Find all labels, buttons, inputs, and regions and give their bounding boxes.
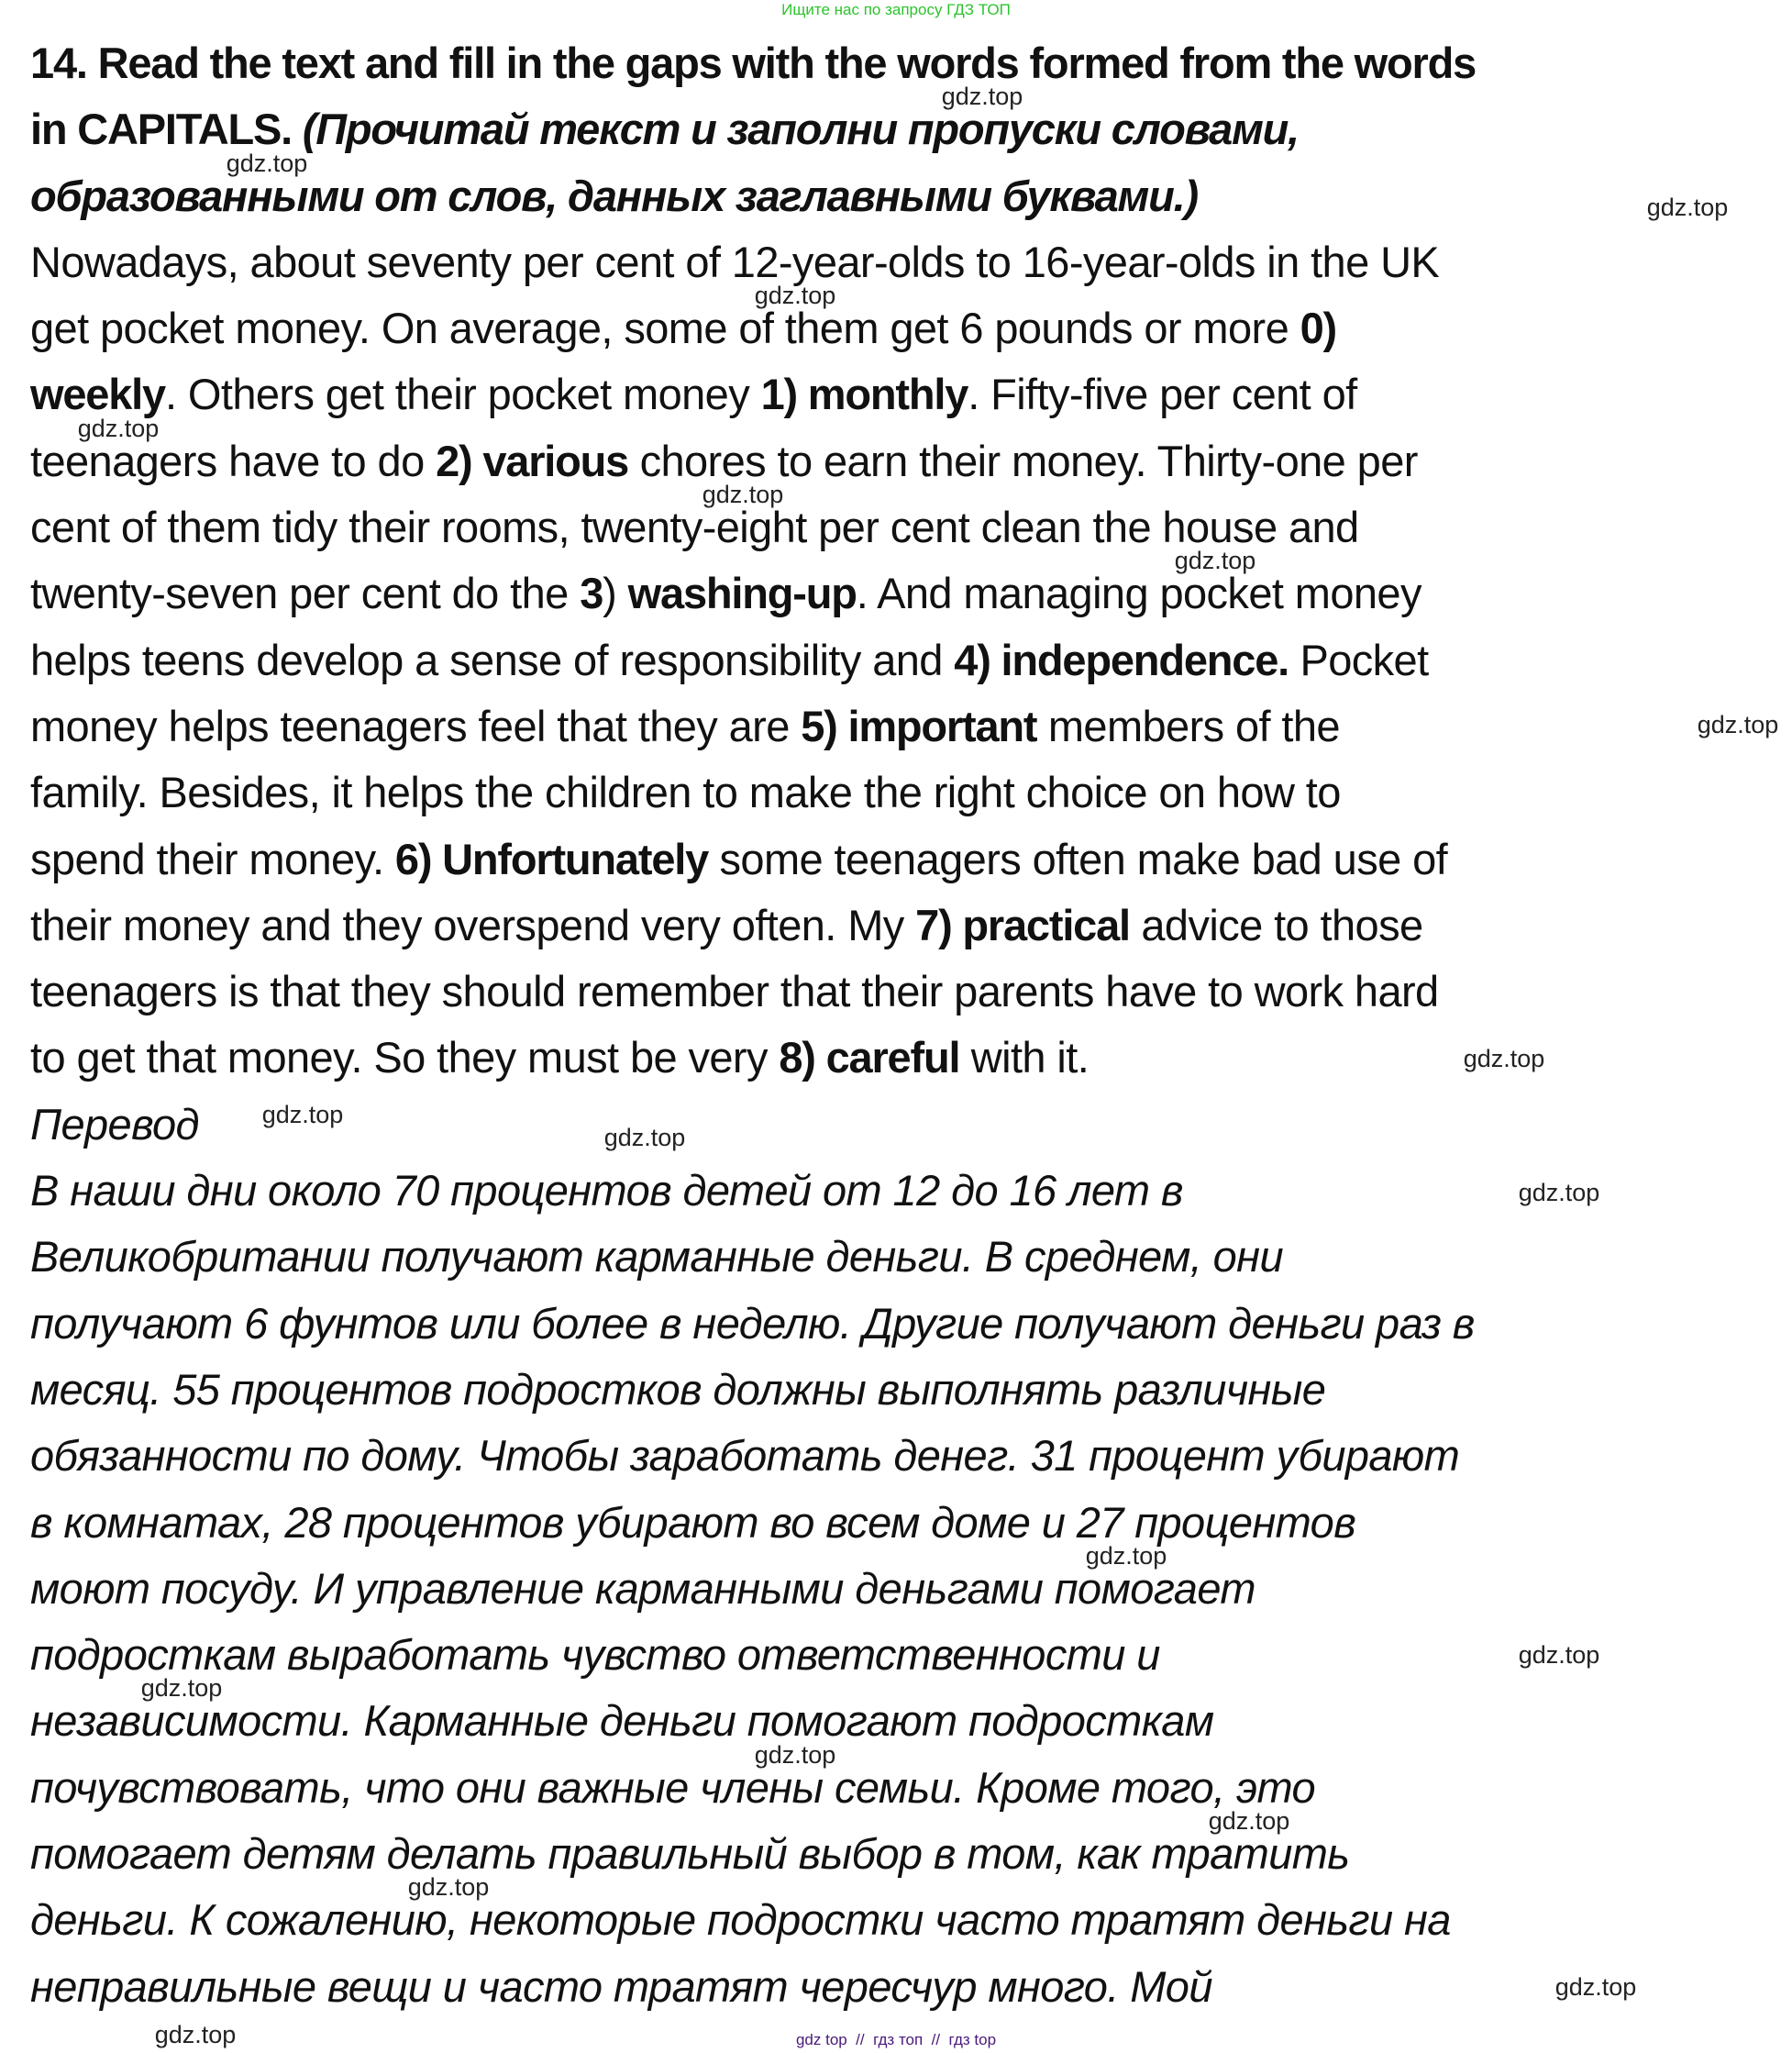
emphasized-text: подросткам выработать чувство ответственности и	[30, 1630, 1160, 1680]
emphasized-text: weekly	[30, 370, 165, 419]
emphasized-text: почувствовать, что они важные члены семьи. Кроме того, это	[30, 1762, 1316, 1812]
emphasized-text: 6) Unfortunately	[394, 834, 709, 883]
watermark: gdz.top	[407, 1873, 490, 1901]
text-segment: . Others get their pocket money	[164, 370, 761, 419]
text-line	[30, 1954, 1476, 2020]
text-segment: family. Besides, it helps the children to make the right choice on how to	[30, 768, 1341, 817]
watermark: gdz.top	[754, 1741, 836, 1769]
emphasized-text: washing-up	[627, 569, 857, 618]
watermark: gdz.top	[77, 415, 160, 442]
bottom-banner: gdz top // гдз топ // гдз top	[795, 2031, 997, 2048]
text-segment: helps teens develop a sense of responsibility and	[30, 635, 955, 684]
emphasized-text: 2) various	[436, 436, 629, 485]
emphasized-text: 5) important	[801, 701, 1037, 750]
emphasized-text: деньги. К сожалению, некоторые подростки часто тратят деньги на	[30, 1895, 1451, 1945]
text-segment: twenty-seven per cent do the	[30, 569, 581, 618]
text-line	[30, 627, 1476, 694]
text-line	[30, 694, 1476, 760]
text-line	[30, 1025, 1476, 1091]
emphasized-text: in CAPITALS.	[30, 105, 303, 154]
text-segment: Nowadays, about seventy per cent of 12-year-olds to 16-year-olds in the UK	[30, 237, 1440, 286]
text-line	[30, 1688, 1476, 1754]
text-line	[30, 1622, 1476, 1688]
emphasized-text: обязанности по дому. Чтобы заработать денег. 31 процент убирают	[30, 1431, 1460, 1481]
text-line	[30, 827, 1476, 893]
emphasized-text: неправильные вещи и часто тратят чересчур много. Мой	[30, 1961, 1212, 2011]
text-segment: get pocket money. On average, some of them get 6 pounds or more	[30, 304, 1300, 353]
watermark: gdz.top	[1174, 547, 1256, 574]
emphasized-text: В наши дни около 70 процентов детей от 12 до 16 лет в	[30, 1166, 1183, 1215]
text-line	[30, 959, 1476, 1025]
watermark: gdz.top	[226, 150, 308, 177]
watermark: gdz.top	[1554, 1973, 1637, 2001]
text-segment: chores to earn their money. Thirty-one per	[628, 436, 1418, 485]
text-segment: advice to those	[1129, 900, 1423, 949]
watermark: gdz.top	[154, 2021, 237, 2048]
text-line	[30, 893, 1476, 959]
text-segment: their money and they overspend very often. My	[30, 900, 916, 949]
text-line	[30, 1490, 1476, 1556]
watermark: gdz.top	[941, 83, 1023, 110]
emphasized-text: образованными от слов, данных заглавными буквами.)	[30, 171, 1198, 220]
text-segment: members of the	[1036, 701, 1340, 750]
text-segment: Pocket	[1289, 635, 1429, 684]
text-segment: )	[603, 569, 628, 618]
text-line	[30, 30, 1476, 96]
emphasized-text: 4) independence.	[954, 635, 1289, 684]
text-line	[30, 295, 1476, 361]
watermark: gdz.top	[1463, 1045, 1545, 1072]
emphasized-text: 7) practical	[915, 900, 1130, 949]
exercise-text	[30, 30, 1476, 2020]
emphasized-text: помогает детям делать правильный выбор в том, как тратить	[30, 1829, 1350, 1879]
text-line	[30, 1092, 1476, 1158]
text-line	[30, 1158, 1476, 1224]
text-line	[30, 1357, 1476, 1423]
emphasized-text: (Прочитай текст и заполни пропуски словами,	[302, 105, 1300, 154]
emphasized-text: 0)	[1300, 304, 1336, 353]
text-line	[30, 760, 1476, 826]
emphasized-text: Перевод	[30, 1099, 199, 1149]
watermark: gdz.top	[1518, 1641, 1600, 1669]
watermark: gdz.top	[1085, 1542, 1167, 1570]
emphasized-text: Великобритании получают карманные деньги. В среднем, они	[30, 1232, 1283, 1282]
top-banner: Ищите нас по запросу ГДЗ ТОП	[781, 1, 1011, 18]
emphasized-text: месяц. 55 процентов подростков должны выполнять различные	[30, 1364, 1326, 1414]
text-line	[30, 229, 1476, 295]
watermark: gdz.top	[261, 1101, 344, 1128]
text-line	[30, 1291, 1476, 1357]
text-segment: spend their money.	[30, 834, 395, 883]
text-segment: teenagers have to do	[30, 436, 437, 485]
emphasized-text: 3	[580, 569, 603, 618]
text-segment: with it.	[959, 1033, 1090, 1082]
watermark: gdz.top	[702, 481, 784, 508]
text-segment: cent of them tidy their rooms, twenty-eight per cent clean the house and	[30, 503, 1359, 552]
watermark: gdz.top	[140, 1674, 223, 1702]
emphasized-text: получают 6 фунтов или более в неделю. Другие получают деньги раз в	[30, 1298, 1475, 1348]
text-line	[30, 361, 1476, 427]
watermark: gdz.top	[603, 1124, 686, 1151]
emphasized-text: независимости. Карманные деньги помогают подросткам	[30, 1696, 1214, 1746]
text-line	[30, 560, 1476, 627]
emphasized-text: 14. Read the text and fill in the gaps with the words formed from the words	[30, 39, 1477, 87]
text-line	[30, 1423, 1476, 1489]
text-segment: money helps teenagers feel that they are	[30, 701, 802, 750]
text-segment: to get that money. So they must be very	[30, 1033, 780, 1082]
text-line	[30, 1556, 1476, 1622]
watermark: gdz.top	[754, 282, 836, 309]
text-line	[30, 1887, 1476, 1953]
emphasized-text: моют посуду. И управление карманными деньгами помогает	[30, 1563, 1256, 1613]
text-segment: teenagers is that they should remember that their parents have to work hard	[30, 967, 1439, 1016]
watermark: gdz.top	[1208, 1807, 1290, 1835]
text-segment: . Fifty-five per cent of	[968, 370, 1357, 419]
watermark: gdz.top	[1697, 711, 1779, 738]
text-line	[30, 1224, 1476, 1290]
text-segment: some teenagers often make bad use of	[708, 834, 1448, 883]
watermark: gdz.top	[1518, 1179, 1600, 1206]
watermark: gdz.top	[1646, 194, 1729, 221]
text-segment: . And managing pocket money	[856, 569, 1421, 618]
emphasized-text: в комнатах, 28 процентов убирают во всем доме и 27 процентов	[30, 1497, 1356, 1547]
emphasized-text: 1) monthly	[760, 370, 968, 419]
emphasized-text: 8) careful	[779, 1033, 960, 1082]
